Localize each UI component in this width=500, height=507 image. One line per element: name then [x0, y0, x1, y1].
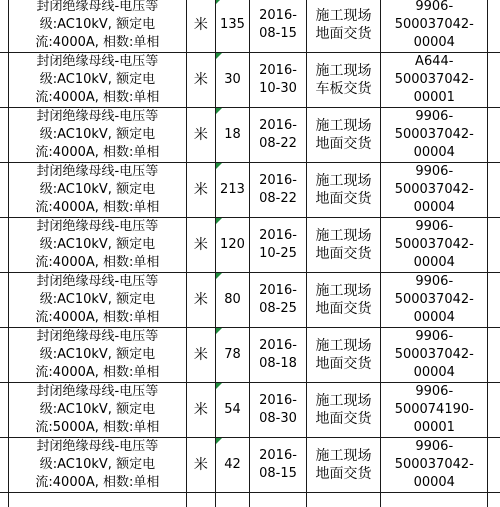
delivery-place-cell[interactable] — [306, 328, 380, 383]
description-line: 封闭绝缘母线-电压等 — [36, 439, 159, 454]
partial-cell[interactable] — [0, 493, 8, 507]
partial-cell[interactable] — [381, 493, 488, 507]
delivery-date-line: 08-15 — [259, 466, 297, 481]
material-code-cell[interactable] — [381, 438, 488, 493]
delivery-date-line: 2016- — [259, 283, 297, 298]
delivery-place-line: 地面交货 — [315, 136, 372, 152]
description-line: 流:4000A, 相数:单相 — [35, 145, 160, 160]
description-line: 封闭绝缘母线-电压等 — [36, 274, 159, 289]
unit-cell[interactable]: 米 — [187, 273, 216, 328]
delivery-place-line: 地面交货 — [315, 411, 372, 427]
quantity-cell[interactable] — [215, 328, 250, 383]
delivery-date-line: 2016- — [259, 448, 297, 463]
description-cell[interactable] — [8, 328, 186, 383]
material-code-line: 500037042- — [394, 457, 474, 472]
description-line: 流:4000A, 相数:单相 — [35, 475, 160, 490]
delivery-date-cell[interactable] — [250, 383, 306, 438]
material-code-line: 500037042- — [394, 127, 474, 142]
material-code-line: A644- — [415, 54, 454, 69]
row-edge-cell[interactable] — [488, 438, 500, 493]
quantity-cell[interactable] — [215, 0, 250, 53]
delivery-place-line: 施工现场 — [315, 228, 372, 244]
quantity-cell[interactable] — [215, 383, 250, 438]
quantity-cell[interactable] — [215, 218, 250, 273]
material-code-line: 9906- — [415, 439, 454, 454]
material-code-line: 500037042- — [394, 182, 474, 197]
material-code-line: 9906- — [415, 274, 454, 289]
delivery-date-line: 2016- — [259, 338, 297, 353]
delivery-place-line: 地面交货 — [315, 301, 372, 317]
material-code-line: 00004 — [413, 365, 455, 380]
material-code-line: 500037042- — [394, 347, 474, 362]
delivery-place-line: 车板交货 — [315, 81, 372, 97]
description-cell[interactable] — [8, 108, 186, 163]
partial-cell[interactable] — [8, 493, 186, 507]
row-edge-cell[interactable] — [0, 53, 8, 108]
delivery-date-line: 08-25 — [259, 301, 297, 316]
row-edge-cell[interactable] — [488, 0, 500, 53]
row-edge-cell[interactable] — [0, 328, 8, 383]
material-code-line: 00004 — [413, 145, 455, 160]
delivery-date-line: 08-22 — [259, 136, 297, 151]
delivery-date-line: 2016- — [259, 118, 297, 133]
delivery-place-cell[interactable] — [306, 108, 380, 163]
description-line: 级:AC10kV, 额定电 — [39, 127, 156, 142]
description-line: 封闭绝缘母线-电压等 — [36, 109, 159, 124]
description-line: 封闭绝缘母线-电压等 — [36, 0, 159, 14]
delivery-place-cell[interactable] — [306, 163, 380, 218]
material-code-cell[interactable] — [381, 163, 488, 218]
delivery-date-line: 10-25 — [259, 246, 297, 261]
delivery-date-line: 08-15 — [259, 26, 297, 41]
description-line: 流:4000A, 相数:单相 — [35, 255, 160, 270]
number-as-text-indicator-icon — [216, 328, 222, 334]
number-as-text-indicator-icon — [216, 438, 222, 444]
quantity-cell[interactable] — [215, 53, 250, 108]
row-edge-cell[interactable] — [488, 218, 500, 273]
quantity-value: 18 — [224, 127, 241, 142]
description-line: 流:4000A, 相数:单相 — [35, 35, 160, 50]
number-as-text-indicator-icon — [216, 163, 222, 169]
table-row — [0, 108, 500, 163]
delivery-date-line: 08-18 — [259, 356, 297, 371]
partial-cell[interactable] — [215, 493, 250, 507]
description-cell[interactable] — [8, 0, 186, 53]
number-as-text-indicator-icon — [216, 383, 222, 389]
delivery-date-line: 2016- — [259, 228, 297, 243]
description-line: 级:AC10kV, 额定电 — [39, 347, 156, 362]
row-edge-cell[interactable] — [0, 383, 8, 438]
delivery-place-line: 施工现场 — [315, 393, 372, 409]
material-code-line: 00004 — [413, 35, 455, 50]
delivery-date-line: 08-30 — [259, 411, 297, 426]
table-row — [0, 218, 500, 273]
material-code-cell[interactable] — [381, 218, 488, 273]
delivery-date-cell[interactable] — [250, 0, 306, 53]
delivery-place-cell[interactable] — [306, 273, 380, 328]
unit-cell[interactable]: 米 — [187, 218, 216, 273]
row-edge-cell[interactable] — [488, 328, 500, 383]
quantity-cell[interactable] — [215, 438, 250, 493]
partial-cell[interactable] — [250, 493, 306, 507]
delivery-place-line: 施工现场 — [315, 173, 372, 189]
description-cell[interactable] — [8, 53, 186, 108]
delivery-place-line: 施工现场 — [315, 63, 372, 79]
delivery-date-line: 2016- — [259, 173, 297, 188]
unit-cell[interactable]: 米 — [187, 108, 216, 163]
quantity-value: 80 — [224, 292, 241, 307]
row-edge-cell[interactable] — [488, 163, 500, 218]
description-cell[interactable] — [8, 218, 186, 273]
row-edge-cell[interactable] — [0, 218, 8, 273]
row-edge-cell[interactable] — [0, 438, 8, 493]
material-code-cell[interactable] — [381, 53, 488, 108]
table-row — [0, 163, 500, 218]
delivery-date-cell[interactable] — [250, 53, 306, 108]
row-edge-cell[interactable] — [0, 163, 8, 218]
quantity-value: 213 — [220, 182, 245, 197]
quantity-cell[interactable] — [215, 108, 250, 163]
material-code-line: 00001 — [413, 420, 455, 435]
material-code-line: 9906- — [415, 164, 454, 179]
material-code-cell[interactable] — [381, 0, 488, 53]
description-line: 流:4000A, 相数:单相 — [35, 365, 160, 380]
number-as-text-indicator-icon — [216, 53, 222, 59]
delivery-place-line: 施工现场 — [315, 338, 372, 354]
material-code-cell[interactable] — [381, 383, 488, 438]
description-line: 级:AC10kV, 额定电 — [39, 17, 156, 32]
description-line: 封闭绝缘母线-电压等 — [36, 384, 159, 399]
material-code-line: 500037042- — [394, 17, 474, 32]
unit-cell[interactable]: 米 — [187, 438, 216, 493]
row-edge-cell[interactable] — [488, 383, 500, 438]
delivery-date-cell[interactable] — [250, 218, 306, 273]
unit-cell[interactable]: 米 — [187, 383, 216, 438]
quantity-value: 42 — [224, 457, 241, 472]
material-code-line: 00004 — [413, 200, 455, 215]
number-as-text-indicator-icon — [216, 273, 222, 279]
row-edge-cell[interactable] — [0, 108, 8, 163]
delivery-date-cell[interactable] — [250, 438, 306, 493]
material-code-cell[interactable] — [381, 108, 488, 163]
description-line: 级:AC10kV, 额定电 — [39, 237, 156, 252]
material-code-line: 00004 — [413, 255, 455, 270]
description-cell[interactable] — [8, 438, 186, 493]
delivery-place-cell[interactable] — [306, 218, 380, 273]
table-row — [0, 53, 500, 108]
delivery-place-line: 施工现场 — [315, 118, 372, 134]
delivery-date-line: 2016- — [259, 393, 297, 408]
delivery-place-line: 施工现场 — [315, 448, 372, 464]
material-code-cell[interactable] — [381, 273, 488, 328]
quantity-value: 135 — [220, 17, 245, 32]
table-row — [0, 438, 500, 493]
table-row — [0, 328, 500, 383]
material-code-line: 9906- — [415, 219, 454, 234]
delivery-date-line: 2016- — [259, 8, 297, 23]
unit-cell[interactable]: 米 — [187, 53, 216, 108]
partial-cell[interactable] — [187, 493, 216, 507]
table-row-partial — [0, 493, 500, 507]
delivery-date-cell[interactable] — [250, 108, 306, 163]
delivery-place-line: 地面交货 — [315, 26, 372, 42]
quantity-cell[interactable] — [215, 273, 250, 328]
quantity-cell[interactable] — [215, 163, 250, 218]
partial-cell[interactable] — [488, 493, 500, 507]
number-as-text-indicator-icon — [216, 218, 222, 224]
material-code-line: 9906- — [415, 0, 454, 14]
row-edge-cell[interactable] — [488, 273, 500, 328]
description-line: 流:4000A, 相数:单相 — [35, 310, 160, 325]
description-cell[interactable] — [8, 273, 186, 328]
delivery-place-line: 地面交货 — [315, 466, 372, 482]
material-code-cell[interactable] — [381, 328, 488, 383]
material-code-line: 9906- — [415, 329, 454, 344]
delivery-date-cell[interactable] — [250, 328, 306, 383]
delivery-date-cell[interactable] — [250, 163, 306, 218]
delivery-place-cell[interactable] — [306, 438, 380, 493]
number-as-text-indicator-icon — [216, 0, 222, 4]
delivery-place-cell[interactable] — [306, 383, 380, 438]
unit-cell[interactable]: 米 — [187, 328, 216, 383]
material-code-line: 500074190- — [394, 402, 474, 417]
delivery-place-line: 地面交货 — [315, 356, 372, 372]
material-code-line: 00004 — [413, 475, 455, 490]
table-row — [0, 383, 500, 438]
delivery-place-line: 施工现场 — [315, 8, 372, 24]
delivery-date-line: 2016- — [259, 63, 297, 78]
material-code-line: 9906- — [415, 109, 454, 124]
description-line: 级:AC10kV, 额定电 — [39, 457, 156, 472]
table-row — [0, 273, 500, 328]
row-edge-cell[interactable] — [488, 53, 500, 108]
description-line: 流:4000A, 相数:单相 — [35, 200, 160, 215]
row-edge-cell[interactable] — [0, 0, 8, 53]
material-code-line: 00004 — [413, 310, 455, 325]
delivery-place-cell[interactable] — [306, 53, 380, 108]
description-line: 流:4000A, 相数:单相 — [35, 90, 160, 105]
description-line: 封闭绝缘母线-电压等 — [36, 54, 159, 69]
delivery-date-cell[interactable] — [250, 273, 306, 328]
row-edge-cell[interactable] — [0, 273, 8, 328]
quantity-value: 120 — [220, 237, 245, 252]
description-line: 级:AC10kV, 额定电 — [39, 182, 156, 197]
description-cell[interactable] — [8, 163, 186, 218]
number-as-text-indicator-icon — [216, 108, 222, 114]
description-line: 流:5000A, 相数:单相 — [35, 420, 160, 435]
material-code-line: 500037042- — [394, 237, 474, 252]
delivery-place-line: 施工现场 — [315, 283, 372, 299]
material-code-line: 9906- — [415, 384, 454, 399]
unit-cell[interactable]: 米 — [187, 163, 216, 218]
description-line: 封闭绝缘母线-电压等 — [36, 219, 159, 234]
material-code-line: 500037042- — [394, 292, 474, 307]
description-line: 封闭绝缘母线-电压等 — [36, 164, 159, 179]
description-line: 级:AC10kV, 额定电 — [39, 292, 156, 307]
delivery-date-line: 10-30 — [259, 81, 297, 96]
description-line: 级:AC10kV, 额定电 — [39, 72, 156, 87]
quantity-value: 30 — [224, 72, 241, 87]
quantity-value: 78 — [224, 347, 241, 362]
description-cell[interactable] — [8, 383, 186, 438]
material-code-line: 00001 — [413, 90, 455, 105]
delivery-place-line: 地面交货 — [315, 191, 372, 207]
partial-cell[interactable] — [306, 493, 380, 507]
unit-cell[interactable]: 米 — [187, 0, 216, 53]
row-edge-cell[interactable] — [488, 108, 500, 163]
description-line: 级:AC10kV, 额定电 — [39, 402, 156, 417]
table-row — [0, 0, 500, 53]
delivery-date-line: 08-22 — [259, 191, 297, 206]
material-code-line: 500037042- — [394, 72, 474, 87]
quantity-value: 54 — [224, 402, 241, 417]
delivery-place-line: 地面交货 — [315, 246, 372, 262]
description-line: 封闭绝缘母线-电压等 — [36, 329, 159, 344]
delivery-place-cell[interactable] — [306, 0, 380, 53]
